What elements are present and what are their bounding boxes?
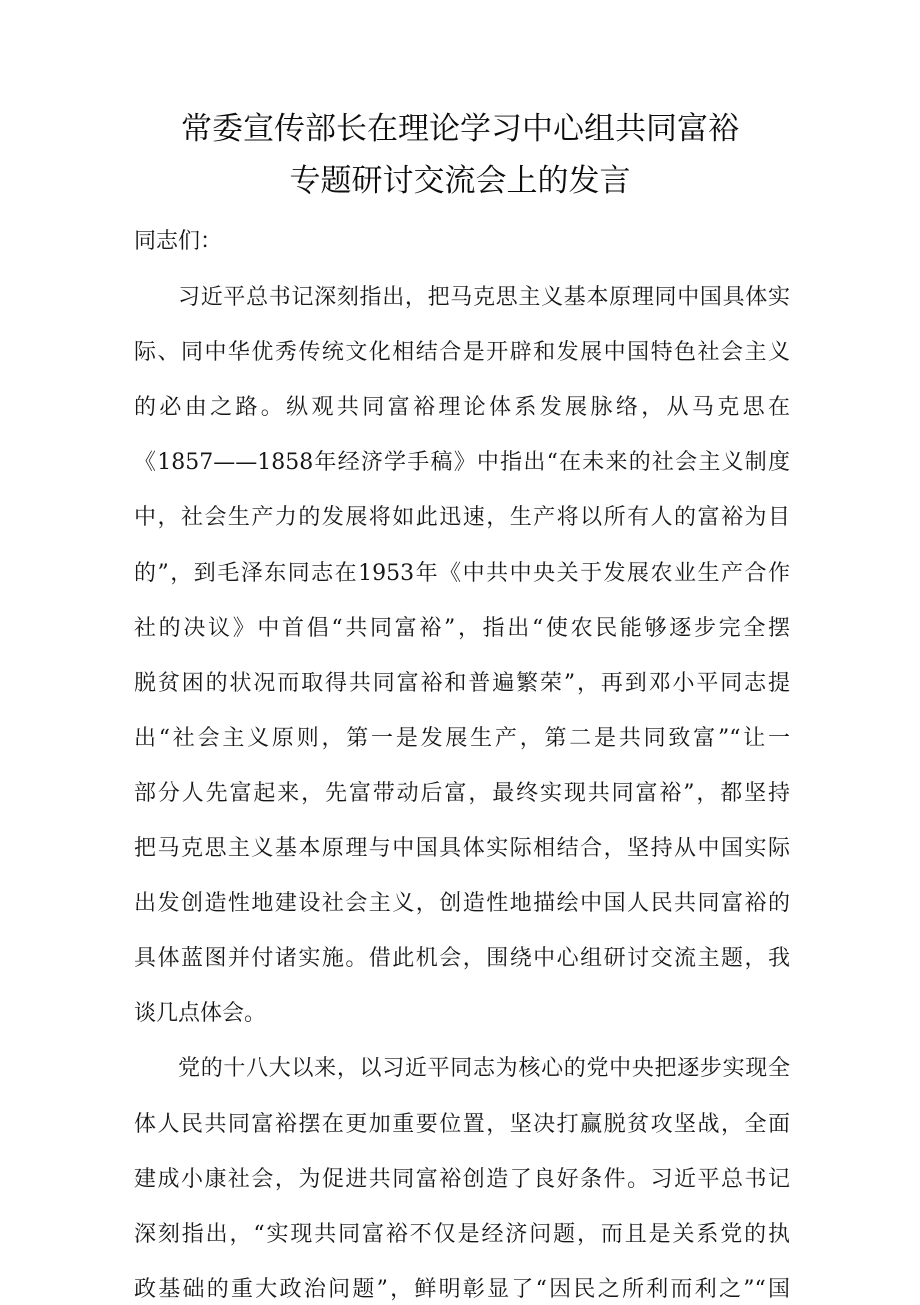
paragraph-2-line-4: 深刻指出，“实现共同富裕不仅是经济问题，而且是关系党的执 [134, 1222, 790, 1247]
paragraph-1-line-7: 社的决议》中首倡“共同富裕”，指出“使农民能够逐步完全摆 [134, 616, 790, 641]
paragraph-2-line-3: 建成小康社会，为促进共同富裕创造了良好条件。习近平总书记 [134, 1167, 790, 1192]
paragraph-1-line-1: 习近平总书记深刻指出，把马克思主义基本原理同中国具体实 [178, 285, 790, 310]
paragraph-1-line-6: 的”，到毛泽东同志在1953年《中共中央关于发展农业生产合作 [134, 561, 790, 586]
salutation: 同志们： [134, 229, 223, 254]
paragraph-1-line-3: 的必由之路。纵观共同富裕理论体系发展脉络，从马克思在 [134, 395, 790, 420]
paragraph-1-line-4: 《1857——1858年经济学手稿》中指出“在未来的社会主义制度 [134, 450, 790, 475]
document-title-line-2: 专题研讨交流会上的发言 [289, 163, 631, 199]
paragraph-2-line-2: 体人民共同富裕摆在更加重要位置，坚决打赢脱贫攻坚战，全面 [134, 1112, 790, 1137]
paragraph-1-line-5: 中，社会生产力的发展将如此迅速，生产将以所有人的富裕为目 [134, 505, 790, 530]
paragraph-2-line-1: 党的十八大以来，以习近平同志为核心的党中央把逐步实现全 [178, 1056, 790, 1081]
paragraph-1-line-12: 出发创造性地建设社会主义，创造性地描绘中国人民共同富裕的 [134, 891, 790, 916]
paragraph-1-line-14: 谈几点体会。 [134, 1001, 267, 1026]
paragraph-1-line-2: 际、同中华优秀传统文化相结合是开辟和发展中国特色社会主义 [134, 340, 790, 365]
paragraph-1-line-8: 脱贫困的状况而取得共同富裕和普遍繁荣”，再到邓小平同志提 [134, 671, 790, 696]
paragraph-1-line-13: 具体蓝图并付诸实施。借此机会，围绕中心组研讨交流主题，我 [134, 946, 790, 971]
document-title-line-1: 常委宣传部长在理论学习中心组共同富裕 [181, 111, 739, 147]
paragraph-1-line-9: 出“社会主义原则，第一是发展生产，第二是共同致富”“让一 [134, 726, 790, 751]
paragraph-2-line-5: 政基础的重大政治问题”，鲜明彰显了“因民之所利而利之”“国 [134, 1277, 790, 1302]
paragraph-1-line-10: 部分人先富起来，先富带动后富，最终实现共同富裕”，都坚持 [134, 781, 790, 806]
paragraph-1-line-11: 把马克思主义基本原理与中国具体实际相结合，坚持从中国实际 [134, 836, 790, 861]
